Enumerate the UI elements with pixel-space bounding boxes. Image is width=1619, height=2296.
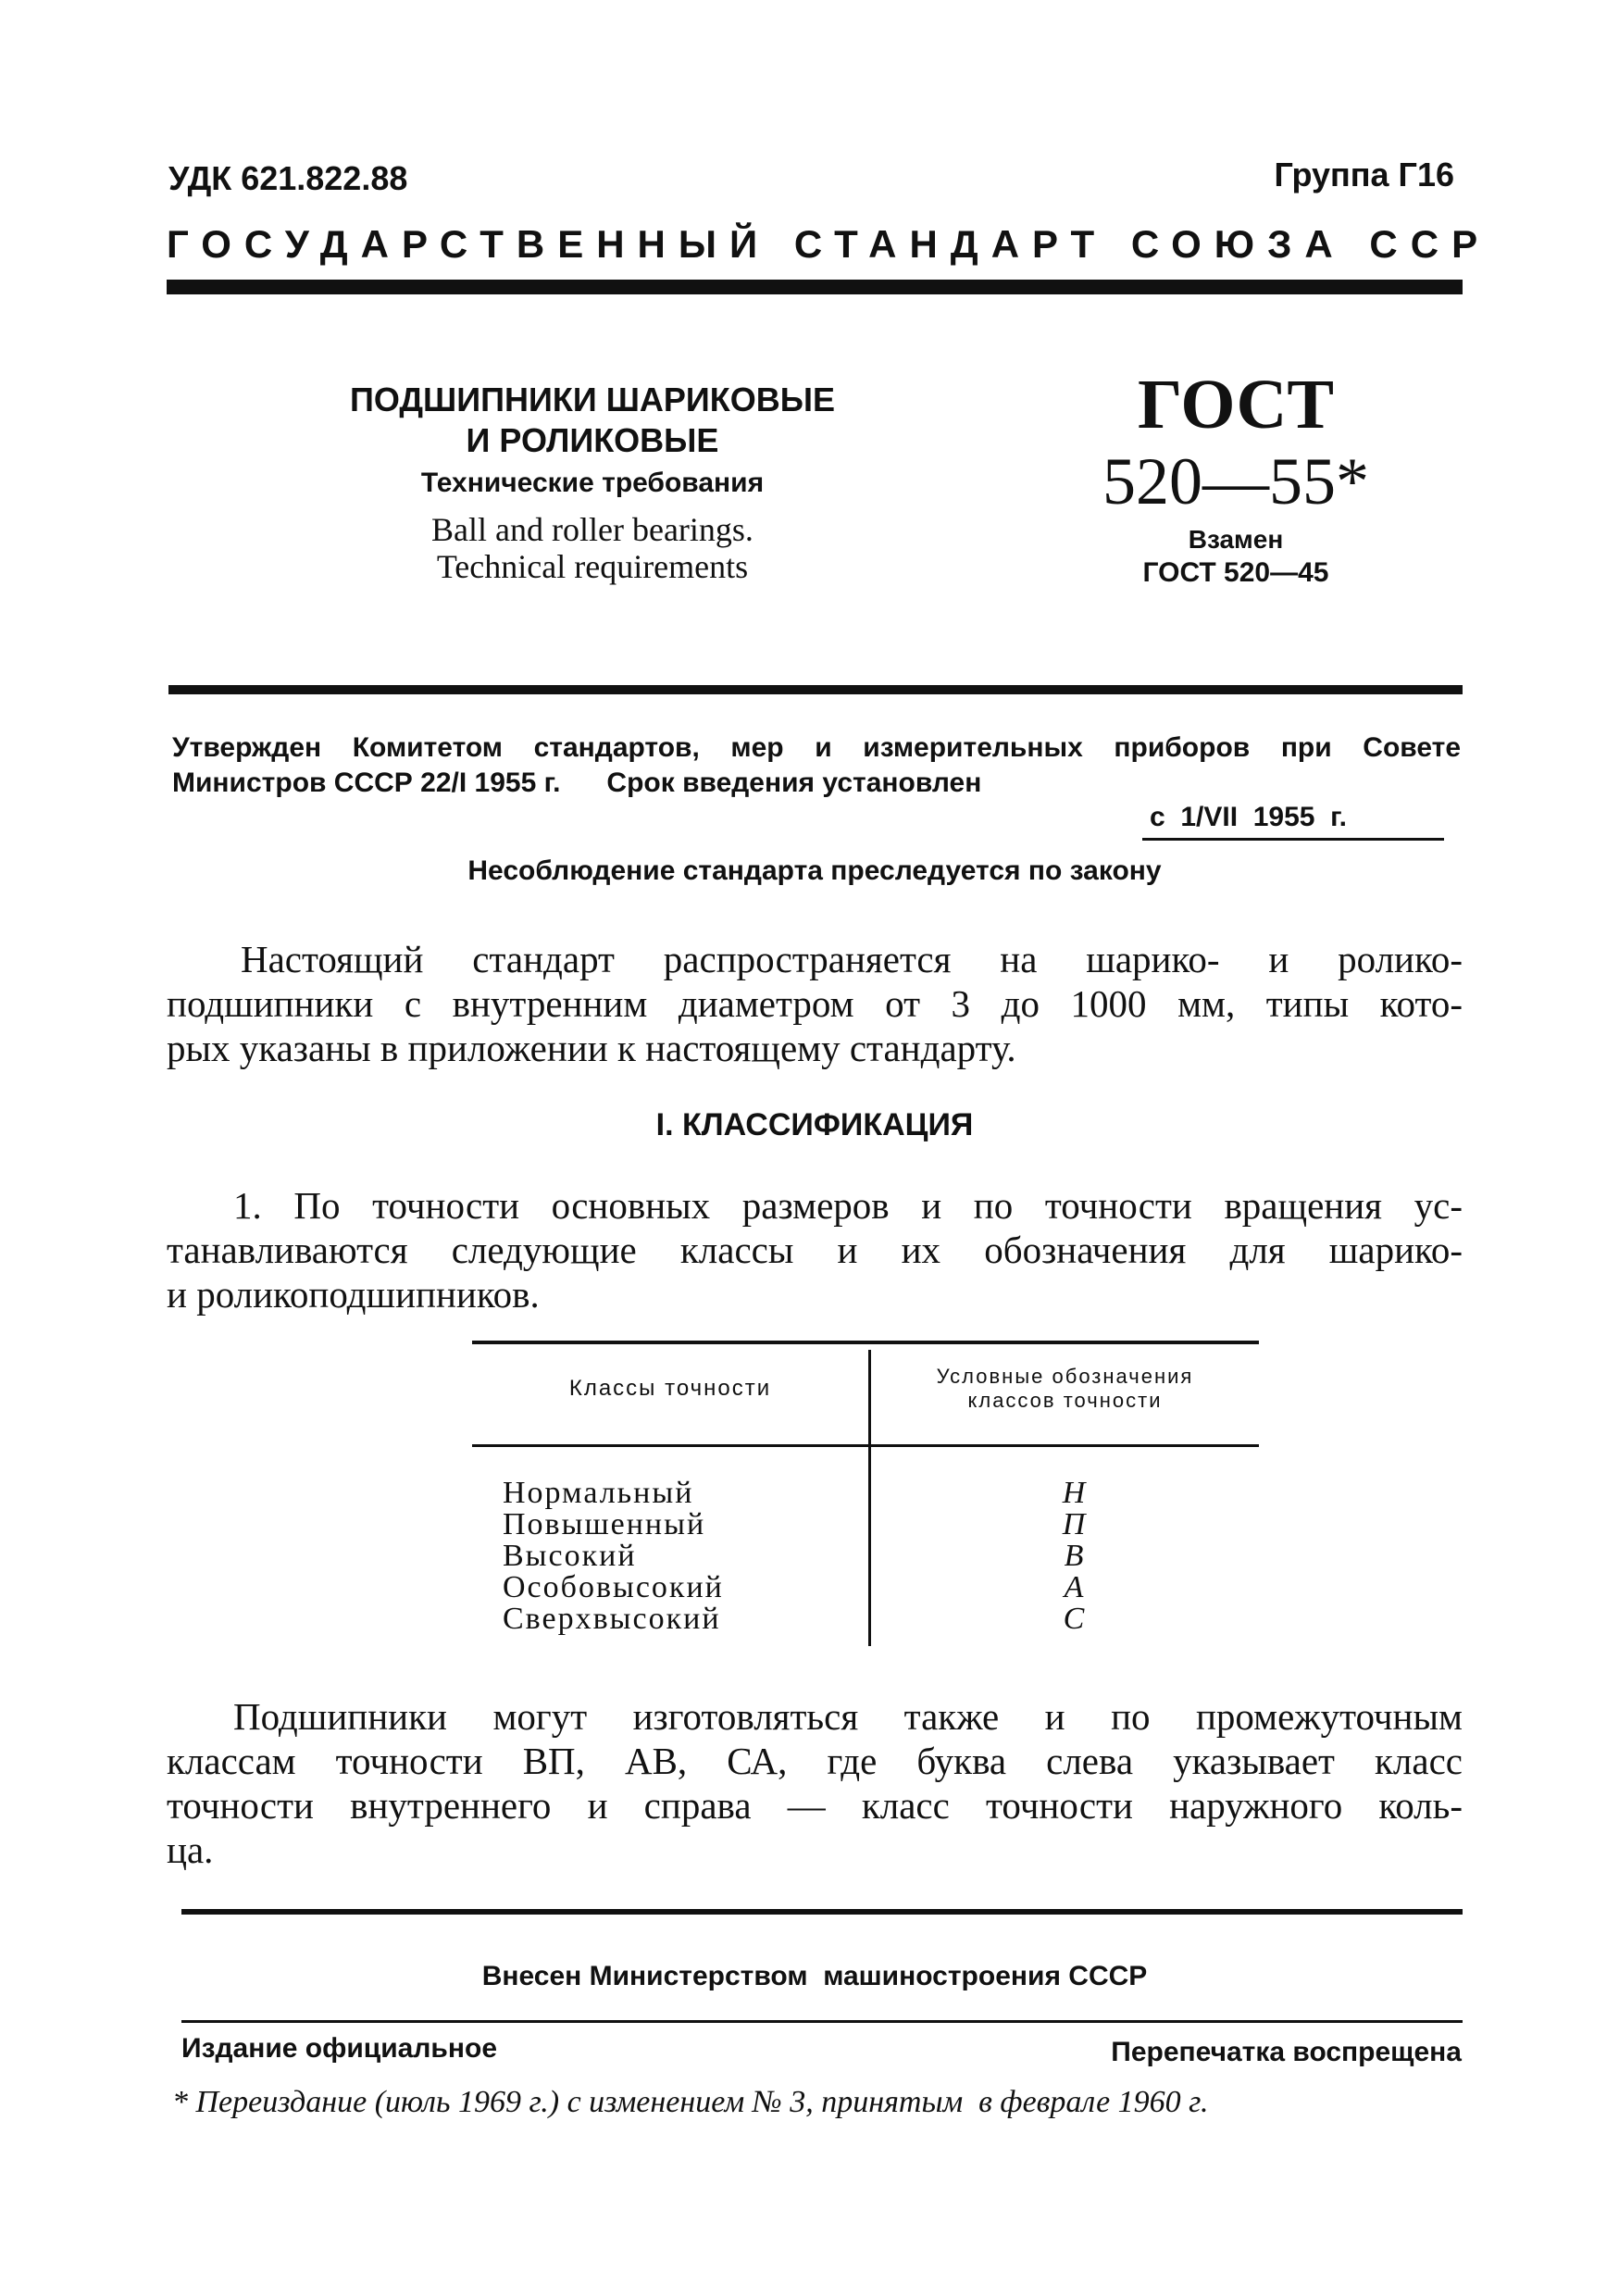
table-row: Повышенный bbox=[503, 1507, 706, 1541]
intro-paragraph bbox=[167, 937, 1463, 1070]
intro-line1: Настоящий стандарт распространяется на шарико- и ролико- bbox=[241, 938, 1463, 980]
law-notice: Несоблюдение стандарта преследуется по закону bbox=[467, 855, 1162, 886]
para2-line4: ца. bbox=[167, 1828, 214, 1871]
paragraph-2 bbox=[167, 1694, 1463, 1872]
table-header-symbol-line2: классов точности bbox=[967, 1389, 1163, 1412]
approval-line1: Утвержден Комитетом стандартов, мер и измерительных приборов при Совете bbox=[172, 732, 1461, 763]
para1-line1: 1. По точности основных размеров и по точности вращения ус- bbox=[233, 1184, 1463, 1227]
table-cell-symbol: А bbox=[1064, 1570, 1084, 1604]
footer-rule bbox=[181, 2020, 1463, 2023]
table-header-rule bbox=[472, 1444, 1259, 1447]
intro-line2: подшипники с внутренним диаметром от 3 до 1000 мм, типы кото- bbox=[167, 982, 1463, 1025]
middle-rule bbox=[168, 685, 1463, 694]
reissue-note: * Переиздание (июль 1969 г.) с изменением № 3, принятым в феврале 1960 г. bbox=[172, 2085, 1209, 2119]
paragraph-1 bbox=[167, 1183, 1463, 1316]
reprint-prohibited: Перепечатка воспрещена bbox=[1111, 2037, 1462, 2067]
table-row: Особовысокий bbox=[503, 1570, 724, 1604]
section-title: I. КЛАССИФИКАЦИЯ bbox=[655, 1107, 974, 1142]
approval-line2: Министров СССР 22/I 1955 г. Срок введения установлен bbox=[172, 767, 982, 798]
table-cell-symbol: С bbox=[1063, 1602, 1085, 1636]
table-row: Нормальный bbox=[503, 1476, 694, 1510]
title-ru-line2: И РОЛИКОВЫЕ bbox=[466, 421, 719, 459]
table-row: Сверхвысокий bbox=[503, 1602, 721, 1636]
table-cell-symbol: П bbox=[1062, 1507, 1086, 1541]
introduced-by: Внесен Министерством машиностроения СССР bbox=[481, 1961, 1148, 1991]
table-header-symbol bbox=[871, 1365, 1259, 1413]
title-en-line2: Technical requirements bbox=[436, 548, 749, 585]
bottom-rule bbox=[181, 1909, 1463, 1915]
para1-line2: танавливаются следующие классы и их обозначения для шарико- bbox=[167, 1229, 1463, 1271]
state-standard-heading: ГОСУДАРСТВЕННЫЙ СТАНДАРТ СОЮЗА ССР bbox=[167, 222, 1491, 266]
top-rule bbox=[167, 280, 1463, 294]
title-block bbox=[278, 380, 907, 585]
table-class-symbols bbox=[1018, 1478, 1129, 1635]
effective-date-underline bbox=[1142, 838, 1444, 841]
gost-word: ГОСТ bbox=[1137, 366, 1335, 443]
effective-date: с 1/VII 1955 г. bbox=[1150, 802, 1347, 832]
table-header-class: Классы точности bbox=[568, 1376, 772, 1401]
title-en-line1: Ball and roller bearings. bbox=[431, 511, 753, 548]
para2-line1: Подшипники могут изготовляться также и по промежуточным bbox=[233, 1695, 1463, 1738]
udk-code: УДК 621.822.88 bbox=[168, 159, 408, 197]
para2-line2: классам точности ВП, АВ, СА, где буква слева указывает класс bbox=[167, 1740, 1463, 1782]
group-code: Группа Г16 bbox=[1274, 156, 1454, 193]
title-ru-line1: ПОДШИПНИКИ ШАРИКОВЫЕ bbox=[350, 381, 835, 418]
gost-number: 520—55* bbox=[1102, 444, 1369, 518]
official-edition: Издание официальное bbox=[181, 2033, 498, 2064]
intro-line3: рых указаны в приложении к настоящему стандарту. bbox=[167, 1027, 1016, 1069]
table-header-symbol-line1: Условные обозначения bbox=[936, 1365, 1194, 1388]
gost-block bbox=[1083, 366, 1389, 590]
replaces-label: Взамен bbox=[1188, 525, 1284, 554]
table-class-names bbox=[503, 1478, 724, 1635]
replaces-number: ГОСТ 520—45 bbox=[1142, 557, 1329, 588]
para2-line3: точности внутреннего и справа — класс точности наружного коль- bbox=[167, 1784, 1463, 1827]
table-cell-symbol: Н bbox=[1062, 1476, 1086, 1510]
table-cell-symbol: В bbox=[1064, 1539, 1084, 1573]
table-top-rule bbox=[472, 1341, 1259, 1344]
title-ru-subtitle: Технические требования bbox=[420, 468, 765, 498]
table-row: Высокий bbox=[503, 1539, 637, 1573]
para1-line3: и роликоподшипников. bbox=[167, 1273, 540, 1316]
